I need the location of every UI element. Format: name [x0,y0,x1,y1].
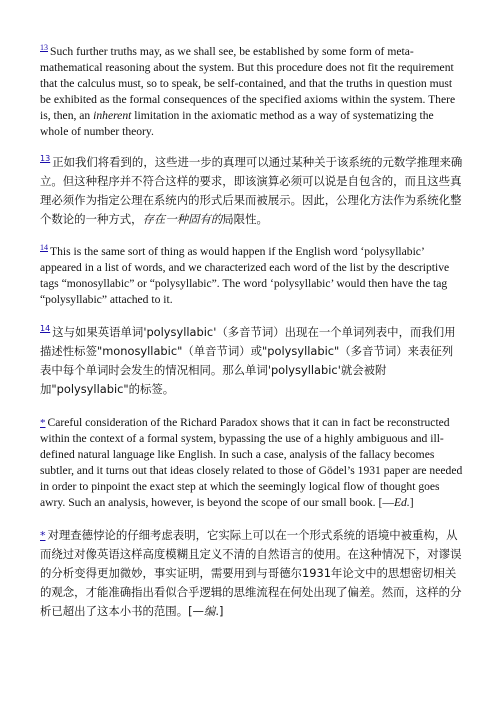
footnote-13-chinese [40,153,464,229]
emphasis-text: 存在一种固有的 [142,212,223,226]
footnote-text-end: .] [215,604,224,618]
footnote-13-link[interactable]: 13 [40,154,51,164]
emphasis-text: inherent [93,109,132,122]
footnote-14-link[interactable]: 14 [40,243,48,253]
footnote-text: This is the same sort of thing as would happen if the English word ‘polysyllabic’ appeared in a list of words, and we characterized each word of the list by the descriptive tags “monosyllabic” or “polysyllabic”. The word ‘polysyllabic’ would then have the tag “polysyllabic” attached to it. [40,245,450,306]
footnote-text-end: 局限性。 [222,212,268,226]
footnote-text: 对理查德悖论的仔细考虑表明，它实际上可以在一个形式系统的语境中被重构，从而绕过对像英语这样高度模糊且定义不清的自然语言的使用。在这种情况下，对谬误的分析变得更加微妙，事实证明，需要用到与哥德尔1931年论文中的思想密切相关的观念，才能准确指出看似合乎逻辑的思维流程在何处出现了偏差。然而，这样的分析已超出了这本小书的范围。[— [40,528,462,618]
emphasis-text: 编 [203,604,216,618]
footnote-text: Such further truths may, as we shall see, be established by some form of meta-mathematical reasoning about the system. But this procedure does not fit the requirement that the calculus must, so to speak, be self-contained, and that the truths in question must be exhibited as the formal consequences of the specified axioms within the system. There is, then, an [40,45,456,122]
emphasis-text: Ed. [393,496,410,509]
footnote-13-link[interactable]: 13 [40,43,48,53]
footnote-text: Careful consideration of the Richard Paradox shows that it can in fact be reconstructed within the context of a formal system, bypassing the use of a highly ambiguous and ill-defined natural language like English. In such a case, analysis of the fallacy becomes subtler, and it turns out that ideas closely related to those of Gödel’s 1931 paper are needed in order to pinpoint the exact step at which the seemingly logical flow of thought goes awry. Such an analysis, however, is beyond the scope of our small book. [— [40,416,463,509]
footnotes-page [40,44,464,638]
editor-note-link[interactable]: * [40,529,46,542]
footnote-14-english [40,244,464,308]
footnote-14-chinese [40,323,464,399]
editor-note-chinese [40,526,464,621]
editor-note-english [40,415,464,511]
footnote-14-link[interactable]: 14 [40,324,51,334]
footnote-13-english [40,44,464,140]
footnote-text: 这与如果英语单词'polysyllabic'（多音节词）出现在一个单词列表中，而我们用描述性标签"monosyllabic"（单音节词）或"polysyllabic"（多音节词）来表征列表中每个单词时会发生的情况相同。那么单词'polysyllabic'就会被附加"polysyllabic"的标签。 [40,325,456,396]
footnote-text: 正如我们将看到的，这些进一步的真理可以通过某种关于该系统的元数学推理来确立。但这种程序并不符合这样的要求，即该演算必须可以说是自包含的，而且这些真理必须作为指定公理在系统内的形式后果而被展示。因此，公理化方法作为系统化整个数论的一种方式， [40,155,463,226]
editor-note-link[interactable]: * [40,417,46,429]
footnote-text-end: ] [409,496,414,509]
footnote-text-end: limitation in the axiomatic method as a way of systematizing the whole of number theory. [40,109,434,138]
